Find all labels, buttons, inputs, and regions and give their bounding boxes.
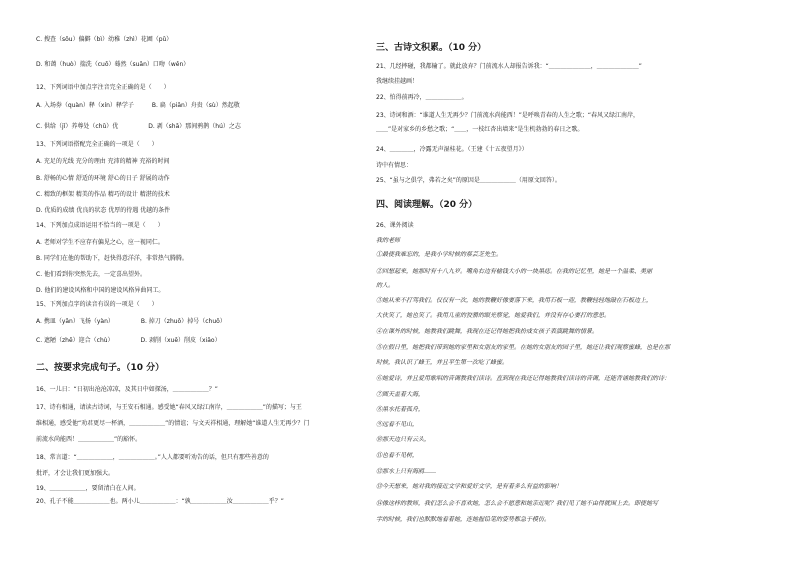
question-option-line: D. 优质的成绩 优良的状态 优厚的待遇 优越的条件	[36, 207, 171, 214]
question-option-line: D. 他们的建设风格和中国的建设风格异曲同工。	[36, 287, 165, 294]
question-line: 16、一儿日：“日初出沧沧凉凉，及其日中如探汤，＿＿＿＿＿＿？”	[36, 386, 218, 393]
essay-line: ⑬今天想来，她对我的接近文学和爱好文学，是有着多么有益的影响！	[376, 483, 563, 490]
section-heading: 三、古诗文积累。（10 分）	[376, 43, 487, 53]
question-line: 诗中有情思：	[376, 162, 413, 169]
essay-line: 的人。	[376, 282, 395, 289]
question-line: 维相通，感受他“劝君更尽一杯酒，＿＿＿＿＿＿”的情谊；与文天祥相通，理解她“谁道人生无再少？门	[36, 420, 310, 427]
essay-line: ⑩那天边只有云头，	[376, 436, 431, 443]
question-option-line: B. 舒畅的心情 舒适的环境 舒心的日子 舒展的动作	[36, 175, 170, 182]
question-option-line: A. 充足的光线 充分的理由 充沛的精神 充裕的时间	[36, 158, 170, 165]
question-line: 17、诗有相通，请读古诗词，与王安石相通。感受她“春风又绿江南岸，＿＿＿＿＿＿”的描写；与王	[36, 404, 302, 411]
question-line: 23、诗词和酒：“谁道人生无再少？门前流水尚能西！”是呼唤青春的人生之歌；“春风又绿江南岸，	[376, 112, 639, 119]
essay-line: 时候，我认识了蜂王，并且平生第一次吃了蜂蜜。	[376, 359, 509, 366]
question-line: 24、＿＿＿＿，冷露无声湿桂花。（王建《十五夜望月》）	[376, 146, 528, 153]
essay-line: ⑤在假日里，她把我们带到她的家里和女朋友的家里。在她的女朋友的园子里，她还让我们观察蜜蜂，也是在那	[376, 344, 671, 351]
question-line: 19、＿＿＿＿＿＿，要留清白在人间。	[36, 485, 140, 492]
question-line: 25、“虽与之俱学，弗若之矣”的原因是＿＿＿＿＿＿（用原文回答）。	[376, 177, 561, 184]
question-stem: 14、下列加点成语运用不恰当的一项是（ ）	[36, 222, 164, 229]
essay-line: 大伙笑了，她也笑了。我用儿童的狡猾的眼光察觉，她爱我们，并没有存心要打的意思。	[376, 312, 611, 319]
essay-line: ⑧黑水托着孤舟，	[376, 406, 425, 413]
section-heading: 四、阅读理解。（20 分）	[376, 200, 478, 210]
question-stem: 12、下列词语中加点字注音完全正确的是（ ）	[36, 84, 170, 91]
question-option-line: A. 老师对学生不应存有偏见之心，应一视同仁。	[36, 239, 164, 246]
question-stem: 13、下列词语搭配完全正确的一项是（ ）	[36, 141, 158, 148]
essay-line: ⑫那水上只有海鸥……	[376, 468, 437, 475]
question-line: ＿＿”是对家乡的乡愁之歌；“＿＿，一枝红杏出墙来”是生机勃勃的春日之歌。	[376, 126, 584, 133]
essay-line: ⑥她爱诗，并且爱用歌唱的音调教我们读诗。直到现在我还记得她教我们读诗的音调，还能背诵她教我们的诗：	[376, 375, 671, 382]
question-line: 20、孔子不能＿＿＿＿＿＿也。两小儿＿＿＿＿＿＿：“孰＿＿＿＿＿＿汝＿＿＿＿＿＿乎？”	[36, 498, 284, 505]
essay-line: ⑭像这样的教师，我们怎么会不喜欢她，怎么会不愿意和她亲近呢？我们见了她不由得就围上去。即使她写	[376, 500, 659, 507]
question-line: 21、几经摔碰，我都输了。就此放弃？门前流水人却报告诉我：“＿＿＿＿＿＿＿，＿＿＿＿＿＿＿”	[376, 63, 642, 70]
question-option-line: C. 他们看到你突然先去，一定喜出望外。	[36, 271, 147, 278]
question-option-line: C. 遮陋（zhē）迎合（chù） D. 剥削（xuē）削皮（xiāo）	[36, 337, 221, 344]
question-line: 我继续挂越画！	[376, 78, 419, 85]
question-option-line: A. 携皿（yān）飞扬（yàn） B. 掉刀（zhuō）掉号（chuō）	[36, 318, 226, 325]
question-option-line: C. 精致的框架 精美的作品 精巧的设计 精湛的技术	[36, 191, 170, 198]
question-line: 18、常言道：“＿＿＿＿＿＿，＿＿＿＿＿＿。”人人都要听劝告的话，但只有那些善意的	[36, 454, 269, 461]
essay-line: ④在课外的时候，她教我们跳舞，我现在还记得她把我扮成女孩子表演跳舞的情景。	[376, 328, 599, 335]
essay-line: ①最使我难忘的，是我小学时候的蔡芸芝先生。	[376, 251, 503, 258]
question-option-line: C. 搜查（sōu）偏僻（bì）幼稚（zhì）花圃（pǔ）	[36, 36, 173, 43]
question-option-line: A. 入场券（quàn）释（xín）释学子 B. 扁（piān）舟贵（sù）然起敬	[36, 102, 240, 109]
question-line: 批评，才会让我们更加强大。	[36, 470, 115, 477]
question-stem: 15、下列加点字的读音有误的一项是（ ）	[36, 301, 158, 308]
essay-line: ⑪也看不见树，	[376, 452, 419, 459]
essay-line: 字的时候，我们也默默地看着她，连她握铅笔的姿势都急于模仿。	[376, 516, 551, 523]
essay-line: ⑦圆天盖着大海，	[376, 391, 425, 398]
question-line: 前流水尚能西！＿＿＿＿＿＿”的豁怀。	[36, 436, 142, 443]
essay-line: ⑨远看不见山，	[376, 421, 419, 428]
essay-line: ③她从来不打骂我们。仅仅有一次，她的教鞭好像要落下来，我用石板一迎，教鞭轻轻地敲在石板边上，	[376, 297, 653, 304]
essay-line: ②回想起来，她那时有十八九岁。嘴角右边有榆钱大小的一块黑痣。在我的记忆里，她是一个温柔、美丽	[376, 268, 653, 275]
essay-title: 我的老师	[376, 237, 401, 244]
question-option-line: D. 和蔼（huò）揣洗（cuō）蓦然（suān）口吻（wěn）	[36, 61, 190, 68]
question-line: 22、怕得前再冷，＿＿＿＿＿＿。	[376, 94, 468, 101]
section-heading: 二、按要求完成句子。（10 分）	[36, 363, 165, 373]
question-option-line: C. 供给（jǐ）养尊处（chǔ）优 D. 剥（shā）那间鸦鹊（hú）之志	[36, 123, 241, 130]
question-line: 26、课外阅读	[376, 222, 414, 229]
question-option-line: B. 同学们在他的帮助下，赶快得意洋洋，非常热气腾腾。	[36, 255, 188, 262]
